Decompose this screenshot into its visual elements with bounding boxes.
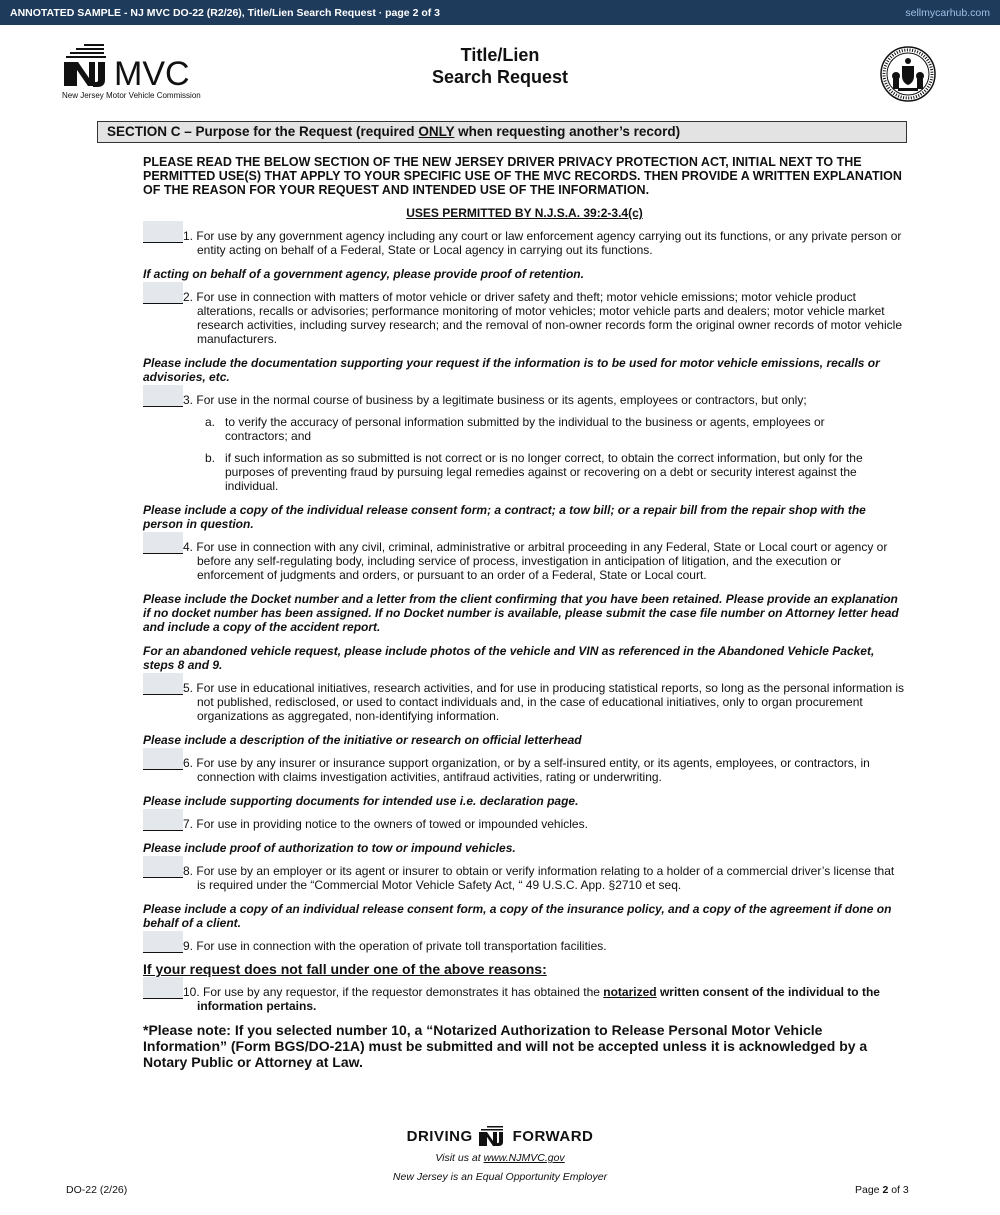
driving-text: DRIVING [406, 1127, 473, 1145]
section-c-header [97, 121, 907, 143]
initial-field-3[interactable] [143, 385, 183, 407]
notarized-term: notarized [603, 985, 657, 999]
driving-forward-footer [380, 1124, 620, 1183]
current-page: 2 [882, 1184, 889, 1196]
use-note-3: Please include a copy of the individual release consent form; a contract; a tow bill; or a repair bill from the repair shop with the person in question. [143, 503, 866, 531]
use-item-1 [143, 229, 906, 257]
use-text: For use in connection with the operation of private toll transportation facilities. [196, 939, 607, 953]
page-title [400, 44, 600, 88]
use-note-5: Please include a description of the initiative or research on official letterhead [143, 733, 582, 747]
logo-subtitle: New Jersey Motor Vehicle Commission [62, 91, 201, 100]
initial-field-10[interactable] [143, 977, 183, 999]
equal-opportunity-statement: New Jersey is an Equal Opportunity Employer [392, 1171, 608, 1183]
use-text-b: written consent of the individual to the information pertains. [197, 985, 880, 1013]
state-seal-icon [880, 46, 936, 102]
use-number: 10. [183, 985, 200, 999]
permitted-uses-title: USES PERMITTED BY N.J.S.A. 39:2-3.4(c) [406, 206, 643, 220]
initial-field-5[interactable] [143, 673, 183, 695]
use-note-8: Please include a copy of an individual release consent form, a copy of the insurance policy, and a copy of the agreement if done on behalf of a client. [143, 902, 892, 930]
title-line-1: Title/Lien [460, 45, 540, 65]
title-line-2: Search Request [431, 67, 569, 87]
njmvc-website-link[interactable]: www.NJMVC.gov [483, 1152, 565, 1164]
use-note-7: Please include proof of authorization to tow or impound vehicles. [143, 841, 516, 855]
page-suffix: of 3 [888, 1184, 909, 1196]
initial-field-1[interactable] [143, 221, 183, 243]
use-text: For use in the normal course of business by a legitimate business or its agents, employees or contractors, but only; [196, 393, 807, 407]
use-text-a: For use by any requestor, if the requestor demonstrates it has obtained the [203, 985, 604, 999]
subitem-text: if such information as so submitted is not correct or is no longer correct, to obtain the correct information, but only for the purposes of preventing fraud by pursuing legal remedies against or recovering on a debt or security interest against the individual. [225, 451, 863, 493]
nj-emblem-icon [478, 1124, 508, 1148]
section-c-emphasis: ONLY [418, 124, 455, 139]
use-3-subitem-a [143, 415, 906, 443]
use-note-6: Please include supporting documents for intended use i.e. declaration page. [143, 794, 579, 808]
logo-wordmark: MVC [114, 55, 190, 88]
forward-text: FORWARD [512, 1127, 594, 1145]
notarized-authorization-note: *Please note: If you selected number 10, a “Notarized Authorization to Release Personal Motor Vehicle Information” (Form BGS/DO-21A) must be submitted and will not be accepted unless it is acknowledged by a Notary Public or Attorney at Law. [143, 1022, 868, 1070]
use-text: For use by an employer or its agent or insurer to obtain or verify information relating to a holder of a commercial driver’s license that is required under the “Commercial Motor Vehicle Safety Act, “ 49 U.S.C. App. §2710 et seq. [196, 864, 895, 892]
initial-field-8[interactable] [143, 856, 183, 878]
use-item-7 [143, 817, 906, 831]
use-text: For use by any insurer or insurance support organization, or by a self-insured entity, or its agents, employees, or contractors, in connection with claims investigation activities, antifraud activities, rating or underwriting. [196, 756, 870, 784]
initial-field-7[interactable] [143, 809, 183, 831]
use-note-2: Please include the documentation supporting your request if the information is to be used for motor vehicle emissions, recalls or advisories, etc. [143, 356, 880, 384]
use-note-4b: For an abandoned vehicle request, please include photos of the vehicle and VIN as referenced in the Abandoned Vehicle Packet, steps 8 and 9. [143, 644, 875, 672]
njmvc-logo-icon [62, 42, 212, 88]
use-item-9 [143, 939, 906, 953]
use-number: 5. [183, 681, 194, 695]
annotation-banner [0, 0, 1000, 25]
use-item-6 [143, 756, 906, 784]
subitem-label: a. [205, 415, 216, 429]
use-text: For use in connection with matters of motor vehicle or driver safety and theft; motor vehicle emissions; motor vehicle product alterations, recalls or advisories; performance monitoring of motor vehicles; motor vehicle parts and dealers; motor vehicle market research activities, including survey research; and the removal of non-owner records form the original owner records of motor vehicle manufacturers. [196, 290, 902, 346]
use-number: 7. [183, 817, 194, 831]
use-item-2 [143, 290, 906, 346]
form-code: DO-22 (2/26) [66, 1184, 128, 1196]
use-number: 4. [183, 540, 194, 554]
intro-instructions: PLEASE READ THE BELOW SECTION OF THE NEW JERSEY DRIVER PRIVACY PROTECTION ACT, INITIAL NEXT TO THE PERMITTED USE(S) THAT APPLY TO YOUR SPECIFIC USE OF THE MVC RECORDS. THEN PROVIDE A WRITTEN EXPLANATION OF THE REASON FOR YOUR REQUEST AND INTENDED USE OF THE INFORMATION. [143, 155, 902, 197]
page-prefix: Page [855, 1184, 883, 1196]
section-c-prefix: SECTION C – Purpose for the Request (required [107, 124, 419, 139]
use-number: 2. [183, 290, 194, 304]
section-c-content [143, 155, 906, 1070]
use-number: 6. [183, 756, 194, 770]
use-item-10 [143, 985, 906, 1013]
banner-label: ANNOTATED SAMPLE - NJ MVC DO-22 (R2/26), Title/Lien Search Request · page 2 of 3 [10, 6, 440, 19]
subitem-label: b. [205, 451, 216, 465]
use-number: 9. [183, 939, 194, 953]
use-text: For use in educational initiatives, research activities, and for use in producing statistical reports, so long as the personal information is not published, redisclosed, or used to contact individuals and, in the case of educational initiatives, only to organ procurement organizations as aggregated, non-identifying information. [196, 681, 905, 723]
initial-field-9[interactable] [143, 931, 183, 953]
use-note-4a: Please include the Docket number and a letter from the client confirming that you have been retained. Please provide an explanation if no docket number has been assigned. If no Docket number is available, please submit the case file number on Attorney letter head and include a copy of the accident report. [143, 592, 899, 634]
use-3-subitem-b [143, 451, 906, 493]
use-note-1: If acting on behalf of a government agency, please provide proof of retention. [143, 267, 584, 281]
visit-prefix: Visit us at [435, 1152, 484, 1164]
visit-line [380, 1152, 620, 1164]
other-reasons-heading: If your request does not fall under one of the above reasons: [143, 961, 547, 977]
use-text: For use in providing notice to the owners of towed or impounded vehicles. [196, 817, 588, 831]
banner-site-link[interactable]: sellmycarhub.com [905, 6, 990, 19]
driving-forward-logo [380, 1124, 620, 1148]
use-text: For use in connection with any civil, criminal, administrative or arbitral proceeding in any Federal, State or Local court or agency or before any self-regulating body, including service of process, investigation in anticipation of litigation, and the execution or enforcement of judgments and orders, or pursuant to an order of a Federal, State or Local court. [196, 540, 888, 582]
page-number [855, 1184, 909, 1196]
section-c-suffix: when requesting another’s record) [454, 124, 681, 139]
use-number: 3. [183, 393, 194, 407]
use-text: For use by any government agency including any court or law enforcement agency carrying out its functions, or any private person or entity acting on behalf of a Federal, State or Local agency in carrying out its functions. [196, 229, 902, 257]
use-item-5 [143, 681, 906, 723]
initial-field-2[interactable] [143, 282, 183, 304]
initial-field-4[interactable] [143, 532, 183, 554]
use-number: 8. [183, 864, 194, 878]
use-number: 1. [183, 229, 194, 243]
njmvc-logo [62, 42, 212, 104]
subitem-text: to verify the accuracy of personal information submitted by the individual to the business or agents, employees or contractors; and [225, 415, 825, 443]
initial-field-6[interactable] [143, 748, 183, 770]
use-item-3 [143, 393, 906, 407]
use-item-8 [143, 864, 906, 892]
use-item-4 [143, 540, 906, 582]
